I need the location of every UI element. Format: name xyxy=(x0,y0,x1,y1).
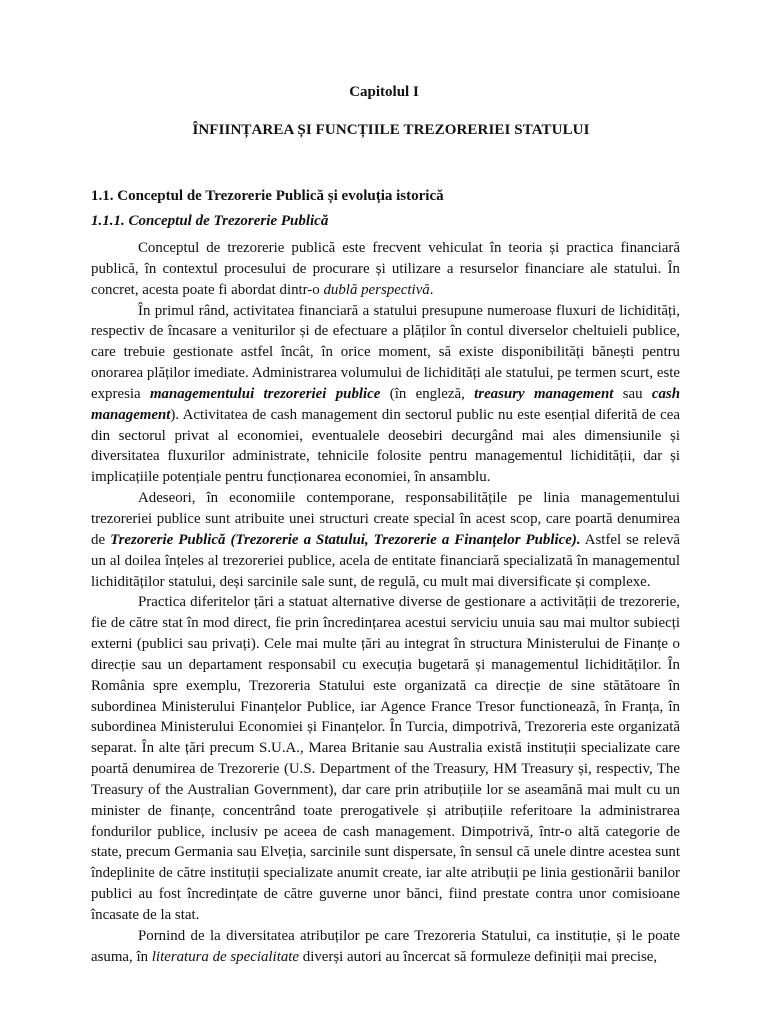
emphasis-text: dublă perspectivă xyxy=(323,281,430,298)
subsection-heading: 1.1.1. Conceptul de Trezorerie Publică xyxy=(91,213,329,229)
paragraph xyxy=(91,488,680,592)
text-run: diverși autori au încercat să formuleze definiții mai precise, xyxy=(299,948,658,965)
text-run: Astfel se relevă un al doilea înțeles al trezoreriei publice, acela de entitate financiară specializată în managementul lichidităților statului, deși sarcinile sale sunt, de regulă, cu mult mai diversificate și complexe. xyxy=(91,531,680,590)
paragraph xyxy=(91,238,680,301)
text-run: Practica diferitelor țări a statuat alternative diverse de gestionare a activității de trezorerie, fie de către stat în mod direct, fie prin încredințarea acestui serviciu unuia sau mai multor subiecți externi (publici sau privați). Cele mai multe țări au integrat în structura Ministerului de Finanțe o direcție sau un departament responsabil cu execuția bugetară și managementul lichidităților. În România spre exemplu, Trezoreria Statului este organizată ca direcție de sine stătătoare în subordinea Ministerului Finanțelor Publice, iar Agence France Tresor functionează, în Franța, în subordinea Ministerului Economiei și Finanțelor. În Turcia, dimpotrivă, Trezoreria este organizată separat. În alte țări precum S.U.A., Marea Britanie sau Australia există instituții specializate care poartă denumirea de Trezorerie (U.S. Department of the Treasury, HM Treasury și, respectiv, The Treasury of the Australian Government), dar care prin atribuțiile lor se aseamănă mai mult cu un minister de finanțe, concentrând toate prerogativele și atribuțiile referitoare la administrarea fondurilor publice, inclusiv pe aceea de cash management. Dimpotrivă, într-o altă categorie de state, precum Germania sau Elveția, sarcinile sunt dispersate, în sensul că unele dintre acestea sunt îndeplinite de către instituții specializate anumit create, iar alte atribuții pe linia gestionării banilor publici au fost încredințate de către guverne unor bănci, fiind prestate contra unor comisioane încasate de la stat. xyxy=(91,594,680,923)
text-run: În primul rând, activitatea financiară a statului presupune numeroase fluxuri de lichidități, respectiv de încasare a veniturilor și de efectuare a plăților în contul diverselor cheltuieli publice, care trebuie gestionate astfel încât, în orice moment, să existe disponibilități bănești pentru onorarea plăților imediate. Administrarea volumului de lichidități ale statului, pe termen scurt, este expresia xyxy=(91,302,680,402)
paragraph xyxy=(91,926,680,968)
bold-italic-term: treasury management xyxy=(474,385,614,402)
bold-italic-term: Trezorerie Publică (Trezorerie a Statului, Trezorerie a Finanțelor Publice). xyxy=(110,531,581,548)
text-run: Conceptul de trezorerie publică este frecvent vehiculat în teoria și practica financiară publică, în contextul procesului de procurare și utilizare a resurselor financiare ale statului. În concret, acesta poate fi abordat dintr-o xyxy=(91,240,680,298)
chapter-title: ÎNFIINȚAREA ȘI FUNCȚIILE TREZORERIEI STATULUI xyxy=(192,122,590,138)
text-run: ). Activitatea de cash management din sectorul public nu este esențial diferită de cea din sectorul privat al economiei, eventualele deosebiri decurgând mai ales dimensiunile și diversitatea fluxurilor administrate, tehnicile folosite pentru managementul lichidității, dar și implicațiile potențiale pentru funcționarea economiei, în ansamblu. xyxy=(91,406,680,486)
bold-italic-term: managementului trezoreriei publice xyxy=(149,385,381,402)
text-run: (în engleză, xyxy=(380,385,475,402)
paragraph xyxy=(91,592,680,926)
text-run: sau xyxy=(613,385,652,402)
body-text xyxy=(91,238,680,968)
text-run: . xyxy=(429,281,434,298)
text-run: Adeseori, în economiile contemporane, responsabilitățile pe linia managementului trezoreriei publice sunt atribuite unei structuri create special în acest scop, care poartă denumirea de xyxy=(91,490,680,548)
paragraph xyxy=(91,301,680,489)
emphasis-text: literatura de specialitate xyxy=(151,948,300,965)
section-heading: 1.1. Conceptul de Trezorerie Publică și evoluția istorică xyxy=(91,188,444,204)
chapter-label: Capitolul I xyxy=(349,84,419,100)
text-run: Pornind de la diversitatea atribuților pe care Trezoreria Statului, ca instituție, și le poate asuma, în xyxy=(91,927,680,965)
bold-italic-term: cash management xyxy=(91,385,681,423)
